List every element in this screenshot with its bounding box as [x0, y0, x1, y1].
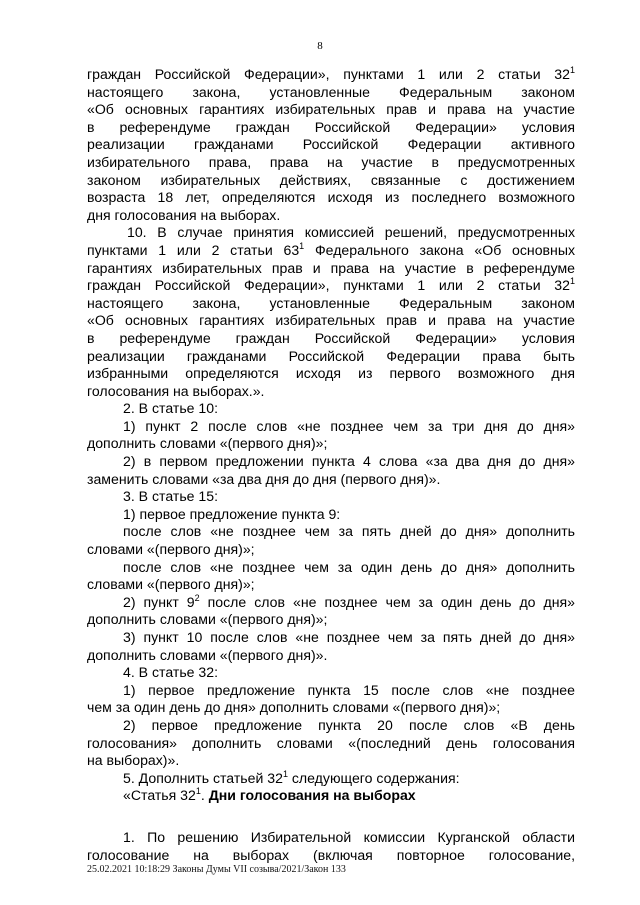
text-line [87, 435, 575, 453]
line-text: голосование на выборах (включая повторное голосование, [87, 846, 575, 863]
line-text: 1) пункт 2 после слов «не позднее чем за три дня до дня» [123, 417, 575, 434]
line-text: пунктами 1 или 2 статьи 63 [87, 241, 300, 258]
superscript: 1 [299, 240, 305, 251]
text-line [87, 471, 575, 489]
text-line [87, 172, 575, 190]
text-line [87, 770, 575, 788]
line-text: 4. В статье 32: [123, 664, 219, 681]
text-line [87, 647, 575, 665]
line-text: 2) пункт 9 [123, 593, 195, 610]
line-text-continued: Федерального закона «Об основных [304, 241, 575, 258]
text-line [87, 84, 575, 102]
line-text: в референдуме граждан Российской Федерации» условия [87, 118, 575, 135]
line-text-continued: после слов «не позднее чем за один день до дня» [199, 593, 575, 610]
text-line [87, 699, 575, 717]
line-text: голосования» дополнить словами «(последний день голосования [87, 734, 575, 751]
line-text: реализации гражданами Российской Федерации активного [87, 136, 575, 153]
blank-line [87, 805, 575, 829]
line-text: 1. По решению Избирательной комиссии Курганской области [123, 828, 575, 845]
line-text: словами «(первого дня)»; [87, 541, 255, 558]
page-number: 8 [317, 40, 323, 52]
text-line [87, 224, 575, 242]
superscript: 1 [569, 65, 575, 75]
text-line [87, 829, 575, 847]
line-text: в референдуме граждан Российской Федерации» условия [87, 329, 575, 346]
text-line [87, 242, 575, 260]
text-line [87, 189, 575, 207]
line-text: граждан Российской Федерации», пунктами 1 или 2 статьи 32 [87, 66, 570, 82]
text-line [87, 717, 575, 735]
line-text: заменить словами «за два дня до дня (первого дня)». [87, 470, 441, 487]
text-line [87, 295, 575, 313]
document-body [87, 66, 575, 864]
superscript: 1 [569, 276, 575, 287]
text-line [87, 506, 575, 524]
line-text: «Об основных гарантиях избирательных прав и права на участие [87, 101, 575, 118]
line-text: настоящего закона, установленные Федеральным законом [87, 294, 575, 311]
text-line [87, 594, 575, 612]
text-line [87, 312, 575, 330]
superscript: 1 [195, 786, 201, 797]
line-text: дня голосования на выборах. [87, 206, 281, 223]
text-line [87, 418, 575, 436]
line-text-continued: следующего содержания: [287, 769, 460, 786]
text-line [87, 735, 575, 753]
line-text: законом избирательных действиях, связанные с достижением [87, 171, 575, 188]
superscript: 1 [282, 768, 288, 779]
line-text: 3) пункт 10 после слов «не позднее чем за пять дней до дня» [123, 629, 575, 645]
line-text: дополнить словами «(первого дня)». [87, 646, 328, 663]
text-line [87, 752, 575, 770]
line-text: гарантиях избирательных прав и права на участие в референдуме [87, 259, 575, 276]
line-text: избирательного права, права на участие в предусмотренных [87, 153, 575, 170]
text-line [87, 559, 575, 577]
text-line [87, 847, 575, 865]
line-text: после слов «не позднее чем за пять дней до дня» дополнить [123, 523, 575, 540]
text-line [87, 365, 575, 383]
text-line [87, 576, 575, 594]
line-text: дополнить словами «(первого дня)»; [87, 435, 328, 452]
text-line [87, 136, 575, 154]
text-line [87, 277, 575, 295]
line-text: словами «(первого дня)»; [87, 576, 255, 593]
text-line [87, 101, 575, 119]
text-line [87, 348, 575, 366]
text-line [87, 629, 575, 647]
text-line [87, 154, 575, 172]
line-text-continued: . [200, 787, 209, 804]
line-text: на выборах)». [87, 752, 180, 769]
text-line [87, 453, 575, 471]
line-text: 5. Дополнить статьей 32 [123, 769, 283, 786]
line-text: 2. В статье 10: [123, 400, 219, 417]
line-text: чем за один день до дня» дополнить словами «(первого дня)»; [87, 699, 501, 716]
line-text: 10. В случае принятия комиссией решений, предусмотренных [127, 224, 575, 241]
line-text: 1) первое предложение пункта 15 после слов «не позднее [123, 681, 575, 698]
line-text: «Об основных гарантиях избирательных прав и права на участие [87, 312, 575, 329]
text-line [87, 400, 575, 418]
line-text: 2) первое предложение пункта 20 после слов «В день [123, 716, 575, 733]
line-text: настоящего закона, установленные Федеральным законом [87, 83, 575, 100]
text-line [87, 664, 575, 682]
text-line [87, 330, 575, 348]
text-line [87, 488, 575, 506]
text-line [87, 682, 575, 700]
line-text: избранными определяются исходя из первого возможного дня [87, 365, 575, 382]
line-text: 1) первое предложение пункта 9: [123, 505, 341, 522]
line-text: «Статья 32 [123, 787, 196, 804]
superscript: 2 [194, 592, 200, 603]
footer-stamp: 25.02.2021 10:18:29 Законы Думы VII созыва/2021/Закон 133 [87, 864, 346, 875]
line-text: после слов «не позднее чем за один день до дня» дополнить [123, 558, 575, 575]
article-title: Дни голосования на выборах [208, 787, 416, 804]
text-line [87, 207, 575, 225]
line-text: 2) в первом предложении пункта 4 слова «за два дня до дня» [123, 453, 575, 470]
text-line [87, 383, 575, 401]
text-line [87, 119, 575, 137]
text-line [87, 611, 575, 629]
line-text: дополнить словами «(первого дня)»; [87, 611, 328, 628]
line-text: реализации гражданами Российской Федерации права быть [87, 347, 575, 364]
text-line [87, 787, 575, 805]
line-text: граждан Российской Федерации», пунктами 1 или 2 статьи 32 [87, 277, 570, 294]
line-text: возраста 18 лет, определяются исходя из последнего возможного [87, 189, 575, 206]
text-line [87, 523, 575, 541]
text-line [87, 260, 575, 278]
text-line [87, 541, 575, 559]
text-line [87, 66, 575, 84]
line-text: 3. В статье 15: [123, 488, 219, 505]
line-text: голосования на выборах.». [87, 382, 265, 399]
